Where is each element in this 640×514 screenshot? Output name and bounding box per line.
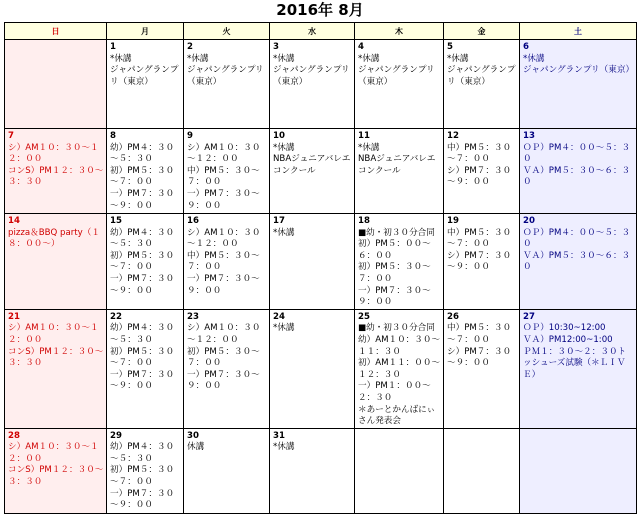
day-number: 18 (358, 216, 370, 226)
day-cell-wednesday (270, 129, 355, 214)
day-number: 15 (110, 216, 122, 226)
calendar-week-row (5, 309, 637, 428)
day-events: *休講 ジャパングランプリ（東京） (110, 53, 179, 87)
day-cell-tuesday (184, 40, 270, 129)
day-cell-sunday (5, 309, 107, 428)
weekday-header-thursday: 木 (355, 23, 444, 40)
day-number: 16 (187, 216, 199, 226)
day-number: 9 (187, 131, 193, 141)
day-events: ＯＰ）10:30~12:00 ＶＡ）PM12:00~1:00 ＰＭ１：３０～２：３０トッシューズ試験（＊ＬＩＶＥ） (523, 323, 627, 380)
day-cell-saturday (520, 309, 637, 428)
day-events: ■幼・初３０分合同 初）PM５：００～６：００ 初）PM５：３０～７：００ 一）PM７：３０～９：００ (358, 227, 435, 308)
day-number: 28 (8, 430, 20, 441)
day-events: 幼）PM４：３０～５：３０ 初）PM５：３０～７：００ 一）PM７：３０～９：００ (110, 323, 175, 392)
weekday-header-sunday: 日 (5, 23, 107, 40)
day-events: *休講 NBAジュニアバレエコンクール (358, 142, 436, 176)
day-events: シ）AM１０：３０～１２：００ 中）PM５：３０～７：００ 一）PM７：３０～９：００ (187, 142, 261, 211)
day-events: *休講 (273, 323, 295, 334)
day-number: 30 (187, 430, 199, 441)
day-events: *休講 (273, 442, 295, 453)
empty-day-cell (5, 40, 107, 129)
weekday-header-saturday: 土 (520, 23, 637, 40)
day-cell-monday (107, 129, 184, 214)
day-events: ＯＰ）PM４：００～５：３０ ＶＡ）PM５：３０～６：３０ (523, 227, 631, 273)
day-number: 10 (273, 131, 285, 141)
day-cell-wednesday (270, 214, 355, 310)
month-calendar (4, 22, 637, 514)
day-cell-wednesday (270, 40, 355, 129)
day-cell-saturday (520, 40, 637, 129)
calendar-week-row (5, 214, 637, 310)
day-cell-sunday (5, 129, 107, 214)
calendar-title: 2016年 8月 (276, 1, 364, 19)
day-events: ＯＰ）PM４：００～５：３０ ＶＡ）PM５：３０～６：３０ (523, 142, 631, 188)
day-number: 12 (447, 131, 459, 141)
day-cell-wednesday (270, 309, 355, 428)
day-cell-tuesday (184, 214, 270, 310)
day-number: 7 (8, 131, 14, 141)
weekday-header-row (5, 23, 637, 40)
day-number: 1 (110, 42, 116, 52)
day-number: 21 (8, 311, 20, 322)
empty-day-cell (444, 428, 520, 513)
day-events: pizza＆BBQ party（１８：００～） (8, 227, 100, 250)
day-events: ■幼・初３０分合同 幼）AM１０：３０～１１：３０ 初）AM１１：００～１２：３０ 一）PM１：００～２：３０ ＊あーとかんばにぃさん発表会 (358, 323, 441, 427)
day-number: 3 (273, 42, 279, 52)
day-events: 中）PM５：３０～７：００ シ）PM７：３０～９：００ (447, 323, 512, 369)
day-cell-monday (107, 309, 184, 428)
day-cell-sunday (5, 214, 107, 310)
weekday-header-tuesday: 火 (184, 23, 270, 40)
calendar-week-row (5, 129, 637, 214)
day-cell-wednesday (270, 428, 355, 513)
day-number: 11 (358, 131, 370, 141)
day-cell-sunday (5, 428, 107, 513)
day-number: 27 (523, 311, 535, 322)
day-number: 20 (523, 216, 535, 226)
day-number: 22 (110, 311, 122, 322)
day-number: 26 (447, 311, 459, 322)
day-events: *休講 ジャパングランプリ（東京） (273, 53, 350, 87)
day-number: 8 (110, 131, 116, 141)
day-cell-friday (444, 309, 520, 428)
empty-day-cell (355, 428, 444, 513)
weekday-header-monday: 月 (107, 23, 184, 40)
day-number: 19 (447, 216, 459, 226)
day-cell-thursday (355, 40, 444, 129)
day-cell-thursday (355, 214, 444, 310)
day-cell-friday (444, 129, 520, 214)
day-events: 中）PM５：３０～７：００ シ）PM７：３０～９：００ (447, 227, 512, 273)
day-events: 幼）PM４：３０～５：３０ 初）PM５：３０～７：００ 一）PM７：３０～９：００ (110, 227, 175, 296)
day-number: 24 (273, 311, 285, 322)
day-cell-tuesday (184, 129, 270, 214)
day-events: 幼）PM４：３０～５：３０ 初）PM５：３０～７：００ 一）PM７：３０～９：００ (110, 442, 175, 511)
day-number: 14 (8, 216, 20, 226)
day-number: 17 (273, 216, 285, 226)
calendar-week-row (5, 428, 637, 513)
day-number: 4 (358, 42, 364, 52)
day-number: 5 (447, 42, 453, 52)
day-number: 31 (273, 430, 285, 441)
day-events: シ）AM１０：３０～１２：００ 中）PM５：３０～７：００ 一）PM７：３０～９：００ (187, 227, 261, 296)
day-cell-saturday (520, 129, 637, 214)
day-events: シ）AM１０：３０～１２：００ コンS）PM１２：３０～３：３０ (8, 442, 104, 488)
day-events: シ）AM１０：３０～１２：００ コンS）PM１２：３０～３：３０ (8, 323, 104, 369)
day-cell-friday (444, 214, 520, 310)
weekday-header-friday: 金 (444, 23, 520, 40)
day-events: *休講 (273, 227, 295, 238)
day-events: *休講 ジャパングランプリ（東京） (523, 53, 635, 76)
day-cell-tuesday (184, 428, 270, 513)
day-events: *休講 ジャパングランプリ（東京） (447, 53, 516, 87)
day-events: シ）AM１０：３０～１２：００ コンS）PM１２：３０～３：３０ (8, 142, 104, 188)
day-events: シ）AM１０：３０～１２：００ 初）PM５：３０～７：００ 一）PM７：３０～９：００ (187, 323, 261, 392)
weekday-header-wednesday: 水 (270, 23, 355, 40)
day-number: 23 (187, 311, 199, 322)
day-events: 幼）PM４：３０～５：３０ 初）PM５：３０～７：００ 一）PM７：３０～９：００ (110, 142, 175, 211)
day-cell-monday (107, 428, 184, 513)
calendar-week-row (5, 40, 637, 129)
day-events: 休講 (187, 442, 205, 453)
day-events: 中）PM５：３０～７：００ シ）PM７：３０～９：００ (447, 142, 512, 188)
day-cell-monday (107, 214, 184, 310)
day-events: *休講 ジャパングランプリ（東京） (187, 53, 264, 87)
day-cell-monday (107, 40, 184, 129)
day-cell-friday (444, 40, 520, 129)
day-number: 25 (358, 311, 370, 322)
day-events: *休講 ジャパングランプリ（東京） (358, 53, 435, 87)
day-number: 29 (110, 430, 122, 441)
day-number: 13 (523, 131, 535, 141)
day-cell-tuesday (184, 309, 270, 428)
day-number: 6 (523, 42, 529, 52)
empty-day-cell (520, 428, 637, 513)
day-cell-thursday (355, 129, 444, 214)
day-cell-saturday (520, 214, 637, 310)
day-events: *休講 NBAジュニアバレエコンクール (273, 142, 351, 176)
day-cell-thursday (355, 309, 444, 428)
day-number: 2 (187, 42, 193, 52)
